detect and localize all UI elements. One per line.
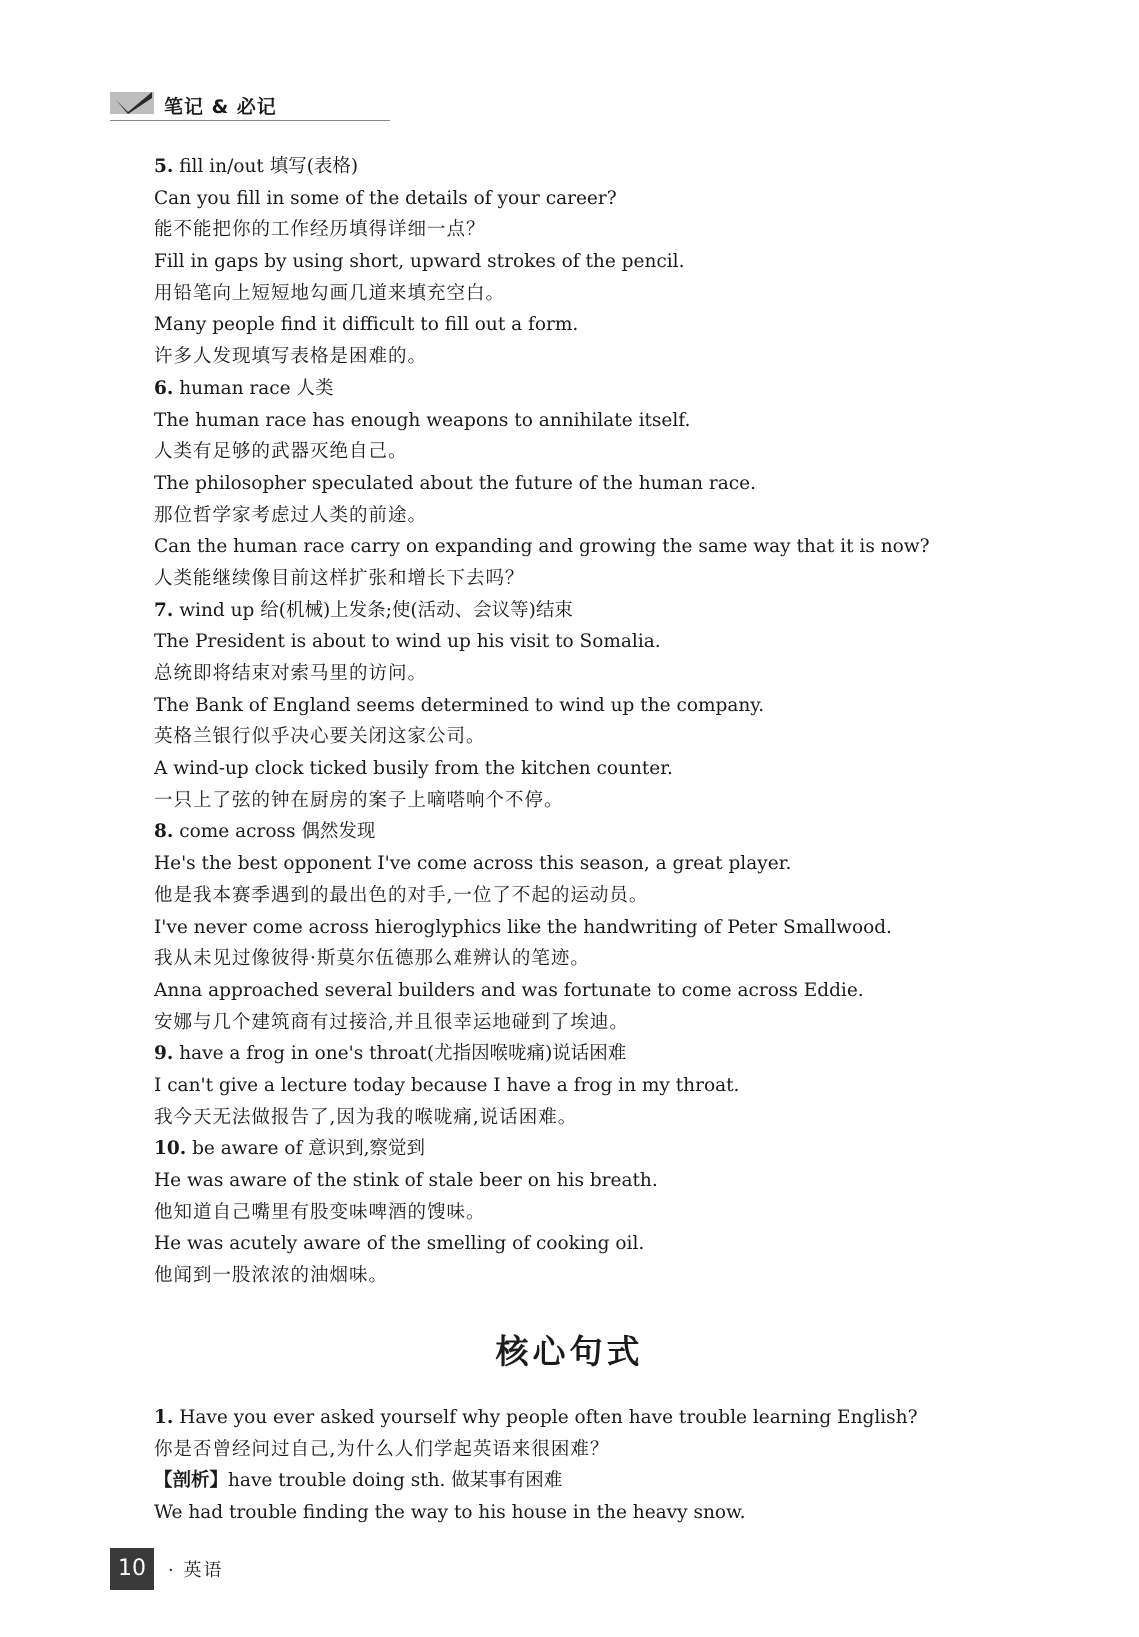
example-zh: 那位哲学家考虑过人类的前途。 [154,504,428,526]
phrase-head: have a frog in one's throat(尤指因喉咙痛)说话困难 [173,1043,627,1065]
phrase-entry [154,373,954,595]
example-en: Can you fill in some of the details of your career? [154,187,617,209]
phrase-head: fill in/out 填写(表格) [173,156,359,177]
example-zh: 他是我本赛季遇到的最出色的对手,一位了不起的运动员。 [154,884,649,906]
page-number: 10 [110,1548,154,1590]
example-en: He was aware of the stink of stale beer on his breath. [154,1170,658,1191]
example-zh: 我今天无法做报告了,因为我的喉咙痛,说话困难。 [154,1106,578,1128]
example-zh: 一只上了弦的钟在厨房的案子上嘀嗒响个不停。 [154,789,564,811]
phrase-number: 6. [154,377,174,399]
example-en: A wind-up clock ticked busily from the kitchen counter. [154,758,673,780]
example-zh: 用铅笔向上短短地勾画几道来填充空白。 [154,282,506,304]
example-en: Fill in gaps by using short, upward strokes of the pencil. [154,251,685,273]
subject-label: · 英语 [168,1560,224,1581]
section-title: 核心句式 [495,1332,644,1371]
example-en: Anna approached several builders and was fortunate to come across Eddie. [154,979,864,1001]
phrase-heading [154,595,954,627]
phrase-number: 8. [154,821,174,843]
core-sentence [154,1402,954,1529]
example-en: Many people find it difficult to fill out a form. [154,314,579,336]
phrase-number: 5. [154,156,174,177]
example-zh: 我从未见过像彼得·斯莫尔伍德那么难辨认的笔迹。 [154,948,590,970]
core-example: We had trouble finding the way to his house in the heavy snow. [154,1502,746,1524]
example-en: The human race has enough weapons to annihilate itself. [154,409,691,431]
phrase-head: come across 偶然发现 [173,821,376,843]
page-header [110,88,390,122]
example-zh: 他知道自己嘴里有股变味啤酒的馊味。 [154,1201,486,1223]
core-number: 1. [154,1407,174,1428]
core-sentence-text: Have you ever asked yourself why people often have trouble learning English? [173,1407,918,1428]
example-en: Can the human race carry on expanding and growing the same way that it is now? [154,536,930,558]
phrase-heading [154,1133,954,1165]
example-zh: 安娜与几个建筑商有过接洽,并且很幸运地碰到了埃迪。 [154,1011,629,1033]
phrase-heading [154,1038,954,1070]
phrase-entry [154,151,954,373]
phrase-head: be aware of 意识到,察觉到 [186,1138,426,1160]
example-en: He's the best opponent I've come across this season, a great player. [154,853,792,875]
header-title: 笔记 & 必记 [164,96,277,118]
example-zh: 许多人发现填写表格是困难的。 [154,346,428,368]
phrase-head: wind up 给(机械)上发条;使(活动、会议等)结束 [173,599,573,621]
example-zh: 人类能继续像目前这样扩张和增长下去吗？ [154,567,525,589]
example-en: He was acutely aware of the smelling of cooking oil. [154,1233,645,1255]
checkmark-icon [110,92,154,114]
header-divider [110,120,390,121]
phrase-entry [154,816,954,1038]
phrase-number: 10. [154,1138,187,1160]
phrase-heading [154,151,954,183]
phrase-heading [154,816,954,848]
core-sentence-heading [154,1402,954,1434]
phrase-entry [154,595,954,817]
example-zh: 英格兰银行似乎决心要关闭这家公司。 [154,726,486,748]
phrase-list [154,151,954,1292]
core-translation: 你是否曾经问过自己,为什么人们学起英语来很困难？ [154,1438,610,1460]
phrase-entry [154,1038,954,1133]
analysis-line [154,1465,954,1497]
analysis-tag: 【剖析】 [154,1470,229,1492]
example-en: I can't give a lecture today because I have a frog in my throat. [154,1074,740,1096]
example-zh: 能不能把你的工作经历填得详细一点？ [154,219,486,241]
example-zh: 人类有足够的武器灭绝自己。 [154,441,408,463]
phrase-number: 9. [154,1043,174,1065]
phrase-head: human race 人类 [173,377,334,399]
phrase-entry [154,1133,954,1291]
example-en: The President is about to wind up his visit to Somalia. [154,631,661,653]
example-en: I've never come across hieroglyphics like the handwriting of Peter Smallwood. [154,916,892,938]
example-zh: 总统即将结束对索马里的访问。 [154,663,428,684]
phrase-number: 7. [154,599,174,621]
example-en: The Bank of England seems determined to wind up the company. [154,694,765,716]
analysis-text: have trouble doing sth. 做某事有困难 [228,1470,563,1492]
example-en: The philosopher speculated about the future of the human race. [154,472,756,494]
phrase-heading [154,373,954,405]
example-zh: 他闻到一股浓浓的油烟味。 [154,1265,389,1287]
